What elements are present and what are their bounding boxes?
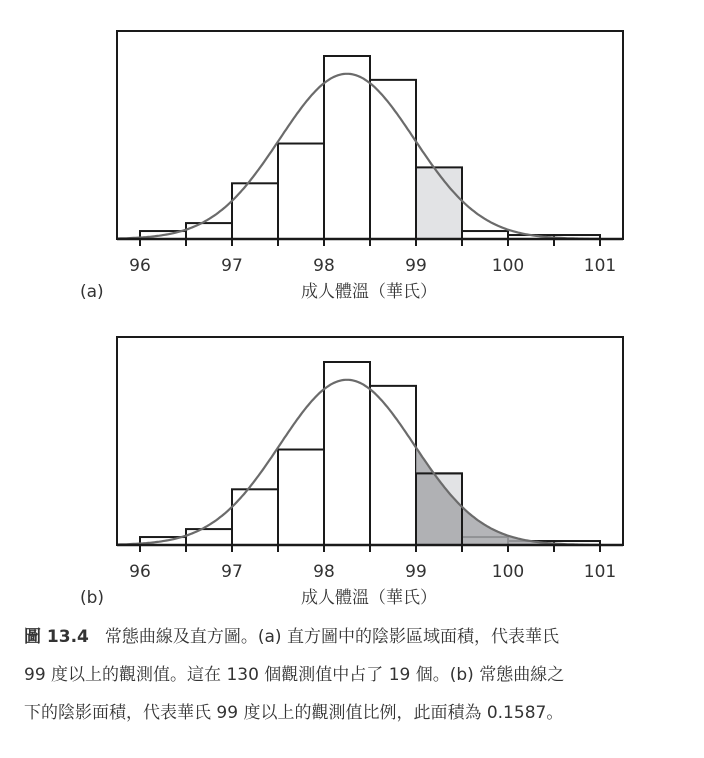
x-axis-title: 成人體溫（華氏） bbox=[301, 588, 437, 608]
curve-shaded-area bbox=[416, 448, 599, 546]
x-tick-label: 96 bbox=[129, 256, 151, 276]
histogram-bar bbox=[186, 529, 232, 545]
histogram-bar bbox=[370, 386, 416, 545]
figure-caption bbox=[24, 618, 684, 732]
figure-number: 圖 13.4 bbox=[24, 627, 89, 647]
x-tick-label: 97 bbox=[221, 562, 243, 582]
histogram-bar bbox=[324, 56, 370, 239]
caption-text: 常態曲線及直方圖。(a) 直方圖中的陰影區域面積，代表華氏 bbox=[104, 627, 559, 647]
caption-line-1 bbox=[24, 618, 684, 656]
x-tick-label: 101 bbox=[583, 562, 617, 582]
x-axis-title: 成人體溫（華氏） bbox=[301, 282, 437, 302]
caption-line-2: 99 度以上的觀測值。這在 130 個觀測值中占了 19 個。(b) 常態曲線之 bbox=[24, 665, 565, 685]
x-tick-label: 98 bbox=[313, 562, 335, 582]
panel-label: (a) bbox=[80, 282, 104, 302]
histogram-bar bbox=[324, 362, 370, 545]
x-tick-label: 99 bbox=[405, 256, 427, 276]
x-tick-label: 100 bbox=[491, 562, 525, 582]
histogram-bar bbox=[186, 223, 232, 239]
histogram-panel-a bbox=[0, 0, 704, 306]
panel-label: (b) bbox=[80, 588, 105, 608]
caption-line-3: 下的陰影面積，代表華氏 99 度以上的觀測值比例，此面積為 0.1587。 bbox=[24, 703, 564, 723]
histogram-bar bbox=[232, 489, 278, 545]
x-tick-label: 99 bbox=[405, 562, 427, 582]
x-tick-label: 97 bbox=[221, 256, 243, 276]
x-tick-label: 101 bbox=[583, 256, 617, 276]
histogram-bar bbox=[416, 167, 462, 239]
x-tick-label: 96 bbox=[129, 562, 151, 582]
histogram-bar bbox=[278, 450, 324, 545]
x-tick-label: 100 bbox=[491, 256, 525, 276]
histogram-panel-b bbox=[0, 306, 704, 612]
x-axis-ticks bbox=[129, 545, 616, 582]
histogram-bar bbox=[370, 80, 416, 239]
histogram-bar bbox=[232, 183, 278, 239]
x-axis-ticks bbox=[129, 239, 616, 276]
histogram-bar bbox=[278, 144, 324, 239]
x-tick-label: 98 bbox=[313, 256, 335, 276]
